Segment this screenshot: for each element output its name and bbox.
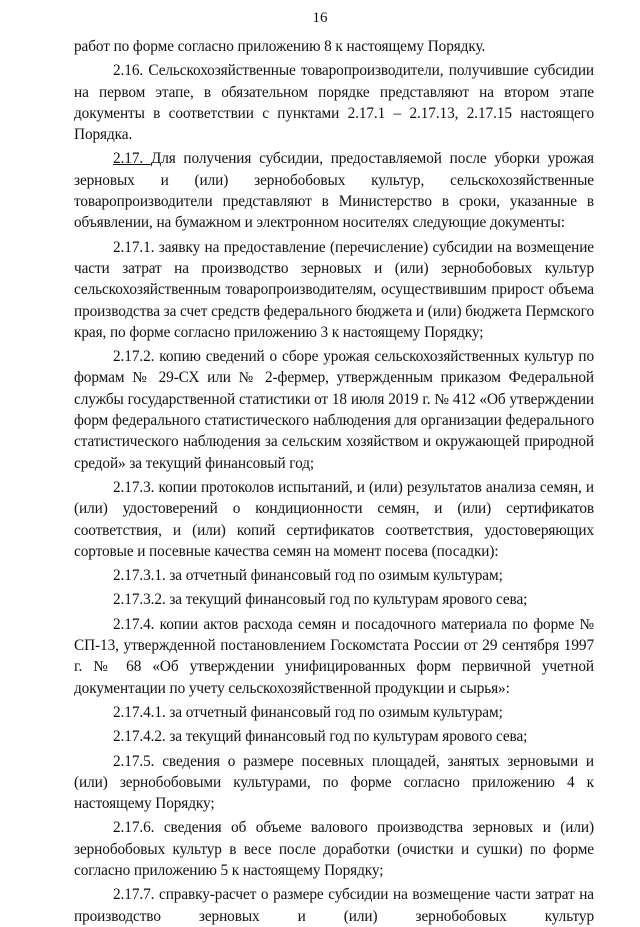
paragraph-continuation: работ по форме согласно приложению 8 к настоящему Порядку. [74,38,486,55]
paragraph-2-17-4: 2.17.4. копии актов расхода семян и посадочного материала по форме № СП-13, утвержденной постановлением Госкомстата России от 29 сентября 1997 г. № 68 «Об утверждении унифицированных форм первичной учетной документации по учету сельскохозяйственной продукции и сырья»: [74,615,594,697]
paragraph-2-17-3: 2.17.3. копии протоколов испытаний, и (или) результатов анализа семян, и (или) удостоверений о кондиционности семян, и (или) сертификатов соответствия, и (или) копий сертификатов соответствия, удостоверяющих сортовые и посевные качества семян на момент посева (посадки): [74,478,594,560]
paragraph-2-17 [74,148,594,233]
paragraph-2-17-number: 2.17. [113,150,151,168]
paragraph-2-17-1: 2.17.1. заявку на предоставление (перечисление) субсидии на возмещение части затрат на производство зерновых и (или) зернобобовых культур сельскохозяйственным товаропроизводителям, осуществившим прирост объема производства за счет средств федерального бюджета и (или) бюджета Пермского края, по форме согласно приложению 3 к настоящему Порядку; [74,238,594,341]
document-body [74,36,594,927]
paragraph-2-17-3-1: 2.17.3.1. за отчетный финансовый год по озимым культурам; [113,567,503,585]
paragraph-2-17-4-1: 2.17.4.1. за отчетный финансовый год по озимым культурам; [113,703,503,721]
paragraph-2-17-4-2: 2.17.4.2. за текущий финансовый год по культурам ярового сева; [113,728,528,746]
paragraph-2-16: 2.16. Сельскохозяйственные товаропроизводители, получившие субсидии на первом этапе, в обязательном порядке представляют на втором этапе документы в соответствии с пунктами 2.17.1 – 2.17.13, 2.17.15 настоящего Порядка. [74,62,594,144]
paragraph-2-17-3-2: 2.17.3.2. за текущий финансовый год по культурам ярового сева; [113,591,528,609]
paragraph-2-17-6: 2.17.6. сведения об объеме валового производства зерновых и (или) зернобобовых культур в весе после доработки (очистки и сушки) по форме согласно приложению 5 к настоящему Порядку; [74,819,594,879]
paragraph-2-17-7: 2.17.7. справку-расчет о размере субсидии на возмещение части затрат на производство зерновых и (или) зернобобовых культур [74,886,594,925]
page-number: 16 [312,10,328,26]
paragraph-2-17-5: 2.17.5. сведения о размере посевных площадей, занятых зерновыми и (или) зернобобовыми культурами, по форме согласно приложению 4 к настоящему Порядку; [74,752,594,813]
paragraph-2-17-2: 2.17.2. копию сведений о сборе урожая сельскохозяйственных культур по формам № 29-СХ или № 2-фермер, утвержденным приказом Федеральной службы государственной статистики от 18 июля 2019 г. № 412 «Об утверждении форм федерального статистического наблюдения для организации федерального статистического наблюдения за сельским хозяйством и окружающей природной средой» за текущий финансовый год; [74,348,594,472]
paragraph-2-17-text: Для получения субсидии, предоставляемой после уборки урожая зерновых и (или) зернобобовых культур, сельскохозяйственные товаропроизводители представляют в Министерство в сроки, указанные в объявлении, на бумажном и электронном носителях следующие документы: [74,150,594,232]
